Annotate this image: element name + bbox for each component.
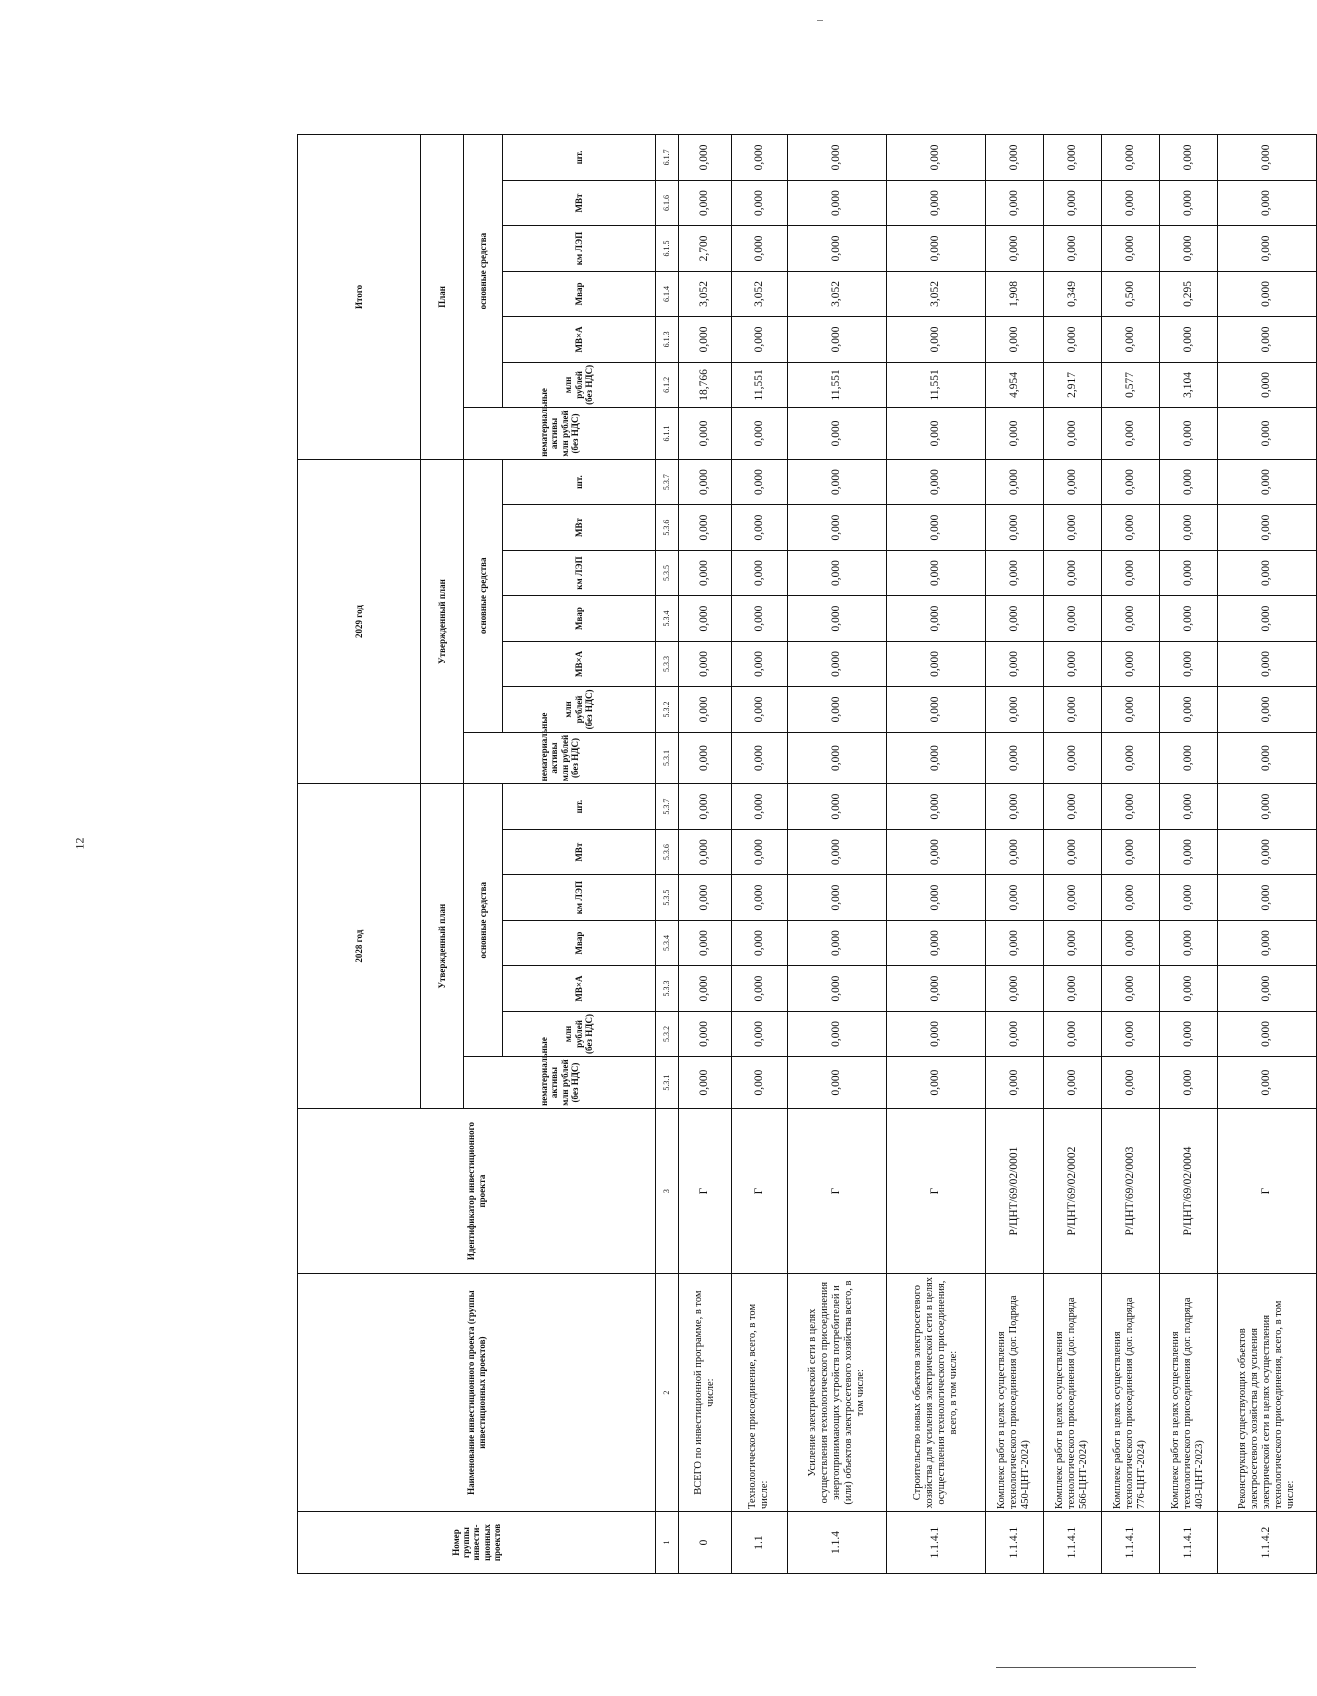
row-value-cell: 0,000 bbox=[886, 966, 985, 1011]
investment-program-table bbox=[297, 134, 1317, 1574]
header-project-name: Наименование инвестиционного проекта (группы инвестиционных проектов) bbox=[298, 1274, 656, 1512]
row-value-cell: 0,000 bbox=[1043, 317, 1101, 362]
row-project-name: Технологическое присоединение, всего, в том числе: bbox=[732, 1274, 788, 1512]
unit-pcs: шт. bbox=[503, 135, 656, 181]
row-value-cell: 0,000 bbox=[886, 784, 985, 830]
row-value-cell: 0,000 bbox=[886, 135, 985, 181]
row-value-cell: 0,000 bbox=[679, 459, 732, 505]
row-value-cell: 0,000 bbox=[679, 829, 732, 874]
row-value-cell: 3,104 bbox=[1159, 362, 1217, 407]
row-value-cell: 0,000 bbox=[1217, 596, 1316, 641]
row-value-cell: 0,000 bbox=[787, 135, 886, 181]
row-value-cell: 0,000 bbox=[732, 1057, 788, 1109]
row-value-cell: 0,000 bbox=[787, 920, 886, 965]
row-value-cell: 0,000 bbox=[679, 1011, 732, 1056]
unit-mw: МВт bbox=[503, 180, 656, 225]
row-value-cell: 0,000 bbox=[1217, 459, 1316, 505]
header-fixed-assets-2028: основные средства bbox=[464, 784, 503, 1057]
row-value-cell: 0,000 bbox=[886, 920, 985, 965]
row-value-cell: 0,000 bbox=[1159, 966, 1217, 1011]
row-value-cell: 0,000 bbox=[1101, 687, 1159, 732]
row-value-cell: 0,000 bbox=[1043, 784, 1101, 830]
row-value-cell: 0,000 bbox=[1043, 829, 1101, 874]
row-value-cell: 0,000 bbox=[1101, 459, 1159, 505]
row-value-cell: 0,000 bbox=[787, 408, 886, 460]
unit-mva: МВ×А bbox=[503, 966, 656, 1011]
row-value-cell: 0,000 bbox=[679, 875, 732, 920]
row-project-name: Комплекс работ в целях осуществления технологического присоединения (дог. подряда 566-ЦНТ-2024) bbox=[1043, 1274, 1101, 1512]
row-group-number: 1.1.4.2 bbox=[1217, 1511, 1316, 1573]
row-value-cell: 0,000 bbox=[787, 1057, 886, 1109]
row-value-cell: 0,000 bbox=[1043, 732, 1101, 784]
row-value-cell: 3,052 bbox=[886, 271, 985, 316]
row-project-name: Реконструкция существующих объектов электросетевого хозяйства для усиления электрической сети в целях осуществления технологического присоединения, всего, в том числе: bbox=[1217, 1274, 1316, 1512]
row-value-cell: 0,000 bbox=[732, 226, 788, 271]
row-value-cell: 0,000 bbox=[787, 226, 886, 271]
row-value-cell: 0,000 bbox=[985, 920, 1043, 965]
row-project-id: Г bbox=[679, 1108, 732, 1273]
unit-pcs: шт. bbox=[503, 459, 656, 505]
row-value-cell: 0,000 bbox=[787, 180, 886, 225]
row-value-cell: 0,000 bbox=[732, 784, 788, 830]
row-value-cell: 0,000 bbox=[1043, 459, 1101, 505]
row-value-cell: 0,000 bbox=[1043, 875, 1101, 920]
row-project-name: Комплекс работ в целях осуществления технологического присоединения (дог. Подряда 450-ЦНТ-2024) bbox=[985, 1274, 1043, 1512]
rotated-table-container bbox=[297, 134, 1317, 1574]
row-value-cell: 0,000 bbox=[886, 459, 985, 505]
row-value-cell: 0,000 bbox=[1159, 1011, 1217, 1056]
row-value-cell: 2,917 bbox=[1043, 362, 1101, 407]
row-group-number: 1.1.4.1 bbox=[985, 1511, 1043, 1573]
row-value-cell: 4,954 bbox=[985, 362, 1043, 407]
row-value-cell: 0,000 bbox=[1159, 784, 1217, 830]
row-value-cell: 0,000 bbox=[1101, 135, 1159, 181]
row-value-cell: 0,000 bbox=[985, 641, 1043, 686]
row-value-cell: 0,000 bbox=[1217, 966, 1316, 1011]
row-value-cell: 0,000 bbox=[1159, 135, 1217, 181]
row-value-cell: 0,000 bbox=[732, 875, 788, 920]
table-header bbox=[298, 135, 679, 1574]
row-value-cell: 0,000 bbox=[1217, 362, 1316, 407]
row-value-cell: 0,000 bbox=[1101, 784, 1159, 830]
row-value-cell: 0,000 bbox=[787, 875, 886, 920]
row-project-id: Г bbox=[1217, 1108, 1316, 1273]
header-approved-plan-2029: Утвержденный план bbox=[421, 459, 464, 784]
row-value-cell: 0,000 bbox=[886, 875, 985, 920]
row-group-number: 1.1 bbox=[732, 1511, 788, 1573]
row-value-cell: 0,000 bbox=[1159, 829, 1217, 874]
row-value-cell: 0,000 bbox=[679, 784, 732, 830]
row-value-cell: 0,000 bbox=[886, 550, 985, 595]
row-project-id: Г bbox=[886, 1108, 985, 1273]
row-value-cell: 0,000 bbox=[985, 596, 1043, 641]
row-group-number: 1.1.4.1 bbox=[886, 1511, 985, 1573]
row-value-cell: 0,000 bbox=[985, 550, 1043, 595]
row-value-cell: 0,000 bbox=[1217, 135, 1316, 181]
row-value-cell: 0,000 bbox=[679, 550, 732, 595]
row-value-cell: 11,551 bbox=[787, 362, 886, 407]
header-fixed-assets-2029: основные средства bbox=[464, 459, 503, 732]
row-value-cell: 0,000 bbox=[1217, 875, 1316, 920]
row-project-id: Р/ЦНТ/69/02/0001 bbox=[985, 1108, 1043, 1273]
row-value-cell: 0,000 bbox=[1101, 550, 1159, 595]
row-value-cell: 0,000 bbox=[1101, 1011, 1159, 1056]
row-value-cell: 0,000 bbox=[1217, 920, 1316, 965]
row-value-cell: 0,000 bbox=[1043, 1057, 1101, 1109]
row-value-cell: 0,000 bbox=[985, 875, 1043, 920]
row-value-cell: 0,000 bbox=[679, 641, 732, 686]
row-value-cell: 0,000 bbox=[985, 966, 1043, 1011]
row-value-cell: 0,000 bbox=[1101, 226, 1159, 271]
row-value-cell: 0,000 bbox=[985, 180, 1043, 225]
row-group-number: 1.1.4.1 bbox=[1159, 1511, 1217, 1573]
row-value-cell: 0,000 bbox=[1217, 505, 1316, 550]
row-value-cell: 0,000 bbox=[732, 732, 788, 784]
row-value-cell: 0,000 bbox=[886, 408, 985, 460]
row-value-cell: 0,000 bbox=[1101, 641, 1159, 686]
unit-rub: млн рублей (без НДС) bbox=[503, 1011, 656, 1056]
row-value-cell: 0,000 bbox=[886, 226, 985, 271]
row-value-cell: 0,000 bbox=[886, 317, 985, 362]
unit-mw: МВт bbox=[503, 829, 656, 874]
table-row bbox=[1159, 135, 1217, 1574]
row-value-cell: 0,000 bbox=[787, 596, 886, 641]
unit-rub: млн рублей (без НДС) bbox=[503, 687, 656, 732]
row-value-cell: 0,000 bbox=[1043, 226, 1101, 271]
row-value-cell: 0,000 bbox=[985, 408, 1043, 460]
table-row bbox=[732, 135, 788, 1574]
header-intangible-total: нематериальные активы млн рублей (без НДС) bbox=[464, 408, 656, 460]
row-value-cell: 0,000 bbox=[985, 459, 1043, 505]
row-value-cell: 0,000 bbox=[787, 459, 886, 505]
row-value-cell: 0,000 bbox=[1159, 180, 1217, 225]
row-value-cell: 0,000 bbox=[1101, 966, 1159, 1011]
row-value-cell: 0,000 bbox=[732, 966, 788, 1011]
row-value-cell: 0,000 bbox=[886, 1057, 985, 1109]
row-value-cell: 0,000 bbox=[1101, 1057, 1159, 1109]
table-row bbox=[1217, 135, 1316, 1574]
row-value-cell: 0,000 bbox=[1217, 1057, 1316, 1109]
unit-mva: МВ×А bbox=[503, 317, 656, 362]
row-value-cell: 0,349 bbox=[1043, 271, 1101, 316]
row-value-cell: 0,000 bbox=[1217, 226, 1316, 271]
row-value-cell: 0,000 bbox=[1217, 408, 1316, 460]
row-value-cell: 0,000 bbox=[1217, 641, 1316, 686]
row-value-cell: 0,000 bbox=[1101, 596, 1159, 641]
row-value-cell: 0,000 bbox=[985, 829, 1043, 874]
row-value-cell: 0,000 bbox=[1159, 317, 1217, 362]
row-value-cell: 0,000 bbox=[1217, 829, 1316, 874]
row-value-cell: 0,000 bbox=[732, 920, 788, 965]
row-value-cell: 0,000 bbox=[1159, 596, 1217, 641]
header-fixed-assets-total: основные средства bbox=[464, 135, 503, 408]
row-project-name: Строительство новых объектов электросетевого хозяйства для усиления электрической сети в целях осуществления технологического присоединения, всего, в том числе: bbox=[886, 1274, 985, 1512]
row-value-cell: 0,000 bbox=[886, 732, 985, 784]
unit-pcs: шт. bbox=[503, 784, 656, 830]
row-value-cell: 0,000 bbox=[732, 829, 788, 874]
row-value-cell: 0,000 bbox=[732, 1011, 788, 1056]
row-value-cell: 0,000 bbox=[985, 135, 1043, 181]
table-row bbox=[985, 135, 1043, 1574]
row-value-cell: 0,000 bbox=[1159, 875, 1217, 920]
footer-rule bbox=[996, 1667, 1196, 1668]
row-project-id: Р/ЦНТ/69/02/0004 bbox=[1159, 1108, 1217, 1273]
row-value-cell: 11,551 bbox=[886, 362, 985, 407]
header-project-id: Идентификатор инвестиционного проекта bbox=[298, 1108, 656, 1273]
row-group-number: 1.1.4 bbox=[787, 1511, 886, 1573]
row-value-cell: 0,000 bbox=[787, 641, 886, 686]
row-value-cell: 0,000 bbox=[732, 459, 788, 505]
row-value-cell: 0,000 bbox=[787, 966, 886, 1011]
row-value-cell: 0,295 bbox=[1159, 271, 1217, 316]
row-value-cell: 0,000 bbox=[787, 732, 886, 784]
table-row bbox=[679, 135, 732, 1574]
header-year-2029: 2029 год bbox=[298, 459, 421, 784]
unit-mw: МВт bbox=[503, 505, 656, 550]
row-group-number: 0 bbox=[679, 1511, 732, 1573]
row-value-cell: 0,000 bbox=[1159, 408, 1217, 460]
table-row bbox=[886, 135, 985, 1574]
row-value-cell: 0,000 bbox=[732, 641, 788, 686]
row-value-cell: 0,000 bbox=[985, 1011, 1043, 1056]
table-row bbox=[787, 135, 886, 1574]
row-value-cell: 3,052 bbox=[732, 271, 788, 316]
row-value-cell: 0,000 bbox=[679, 596, 732, 641]
row-value-cell: 0,000 bbox=[886, 641, 985, 686]
scan-mark bbox=[817, 20, 823, 21]
row-value-cell: 0,000 bbox=[1043, 505, 1101, 550]
row-value-cell: 0,000 bbox=[732, 550, 788, 595]
row-value-cell: 0,000 bbox=[1043, 135, 1101, 181]
row-value-cell: 0,000 bbox=[679, 1057, 732, 1109]
row-value-cell: 0,000 bbox=[1043, 1011, 1101, 1056]
row-value-cell: 0,000 bbox=[679, 732, 732, 784]
row-value-cell: 0,000 bbox=[1043, 687, 1101, 732]
header-year-2028: 2028 год bbox=[298, 784, 421, 1109]
row-value-cell: 0,000 bbox=[1217, 1011, 1316, 1056]
row-group-number: 1.1.4.1 bbox=[1043, 1511, 1101, 1573]
row-value-cell: 0,000 bbox=[985, 687, 1043, 732]
row-value-cell: 0,000 bbox=[1101, 505, 1159, 550]
column-number-row: 1 2 3 5.3.1 5.3.2 5.3.3 5.3.4 5.3.5 5.3.6 5.3.7 5.3.1 5.3.2 5.3.3 5.3.4 5.3.5 5.3.6 5.3.7 6.1.1 6.1.2 6.1.3 6.1.4 6.1.5 6.1.6 6.1.7 bbox=[656, 135, 679, 1574]
row-value-cell: 0,000 bbox=[787, 784, 886, 830]
row-value-cell: 0,000 bbox=[886, 505, 985, 550]
row-value-cell: 0,000 bbox=[679, 687, 732, 732]
table-row bbox=[1043, 135, 1101, 1574]
row-value-cell: 0,000 bbox=[1217, 784, 1316, 830]
unit-rub: млн рублей (без НДС) bbox=[503, 362, 656, 407]
row-value-cell: 0,000 bbox=[732, 505, 788, 550]
row-value-cell: 0,000 bbox=[679, 505, 732, 550]
row-value-cell: 0,000 bbox=[787, 1011, 886, 1056]
row-value-cell: 0,000 bbox=[1101, 408, 1159, 460]
row-project-id: Г bbox=[787, 1108, 886, 1273]
row-value-cell: 0,000 bbox=[985, 505, 1043, 550]
row-value-cell: 0,000 bbox=[985, 784, 1043, 830]
row-value-cell: 18,766 bbox=[679, 362, 732, 407]
row-value-cell: 3,052 bbox=[787, 271, 886, 316]
row-value-cell: 0,000 bbox=[1101, 732, 1159, 784]
row-value-cell: 0,000 bbox=[732, 135, 788, 181]
table-body bbox=[679, 135, 1317, 1574]
row-value-cell: 0,000 bbox=[787, 687, 886, 732]
row-value-cell: 0,000 bbox=[1043, 966, 1101, 1011]
row-value-cell: 0,000 bbox=[1043, 920, 1101, 965]
row-value-cell: 0,577 bbox=[1101, 362, 1159, 407]
row-value-cell: 0,000 bbox=[1101, 875, 1159, 920]
row-value-cell: 0,000 bbox=[886, 1011, 985, 1056]
row-value-cell: 0,000 bbox=[886, 687, 985, 732]
unit-mvar: Мвар bbox=[503, 920, 656, 965]
row-value-cell: 0,000 bbox=[787, 550, 886, 595]
row-value-cell: 0,000 bbox=[1217, 180, 1316, 225]
row-value-cell: 0,000 bbox=[679, 135, 732, 181]
unit-km: км ЛЭП bbox=[503, 226, 656, 271]
row-value-cell: 0,000 bbox=[679, 920, 732, 965]
row-group-number: 1.1.4.1 bbox=[1101, 1511, 1159, 1573]
row-value-cell: 0,000 bbox=[1101, 829, 1159, 874]
row-value-cell: 0,000 bbox=[985, 732, 1043, 784]
row-value-cell: 0,000 bbox=[787, 829, 886, 874]
row-value-cell: 0,000 bbox=[985, 317, 1043, 362]
row-value-cell: 0,000 bbox=[1043, 596, 1101, 641]
row-value-cell: 0,000 bbox=[1159, 1057, 1217, 1109]
row-value-cell: 0,000 bbox=[886, 180, 985, 225]
row-value-cell: 1,908 bbox=[985, 271, 1043, 316]
row-value-cell: 0,000 bbox=[679, 966, 732, 1011]
row-value-cell: 0,000 bbox=[1217, 271, 1316, 316]
row-value-cell: 0,000 bbox=[732, 317, 788, 362]
row-value-cell: 0,000 bbox=[1159, 920, 1217, 965]
row-value-cell: 0,000 bbox=[1043, 408, 1101, 460]
row-value-cell: 0,000 bbox=[1159, 459, 1217, 505]
row-project-name: ВСЕГО по инвестиционной программе, в том числе: bbox=[679, 1274, 732, 1512]
row-project-id: Р/ЦНТ/69/02/0003 bbox=[1101, 1108, 1159, 1273]
header-group-number: Номер группы инвести-ционных проектов bbox=[298, 1511, 656, 1573]
row-value-cell: 0,000 bbox=[1101, 317, 1159, 362]
unit-mva: МВ×А bbox=[503, 641, 656, 686]
row-value-cell: 0,000 bbox=[1217, 687, 1316, 732]
row-value-cell: 0,000 bbox=[1159, 226, 1217, 271]
row-value-cell: 0,000 bbox=[679, 180, 732, 225]
row-value-cell: 0,000 bbox=[1159, 687, 1217, 732]
row-value-cell: 0,000 bbox=[679, 408, 732, 460]
unit-mvar: Мвар bbox=[503, 596, 656, 641]
header-intangible-2029: нематериальные активы млн рублей (без НДС) bbox=[464, 732, 656, 784]
unit-km: км ЛЭП bbox=[503, 875, 656, 920]
row-value-cell: 0,000 bbox=[787, 317, 886, 362]
row-value-cell: 0,000 bbox=[679, 317, 732, 362]
row-value-cell: 0,000 bbox=[1159, 505, 1217, 550]
row-value-cell: 0,000 bbox=[1217, 550, 1316, 595]
row-value-cell: 0,000 bbox=[985, 226, 1043, 271]
row-value-cell: 0,000 bbox=[1043, 550, 1101, 595]
row-value-cell: 3,052 bbox=[679, 271, 732, 316]
row-project-name: Комплекс работ в целях осуществления технологического присоединения (дог. подряда 776-ЦНТ-2024) bbox=[1101, 1274, 1159, 1512]
header-plan-total: План bbox=[421, 135, 464, 460]
row-value-cell: 0,000 bbox=[1043, 641, 1101, 686]
row-value-cell: 0,000 bbox=[732, 596, 788, 641]
row-value-cell: 11,551 bbox=[732, 362, 788, 407]
row-value-cell: 0,000 bbox=[1159, 732, 1217, 784]
row-value-cell: 0,000 bbox=[886, 829, 985, 874]
row-project-name: Комплекс работ в целях осуществления технологического присоединения (дог. подряда 403-ЦНТ-2023) bbox=[1159, 1274, 1217, 1512]
header-approved-plan-2028: Утвержденный план bbox=[421, 784, 464, 1109]
row-value-cell: 0,000 bbox=[1159, 641, 1217, 686]
row-value-cell: 0,000 bbox=[1101, 920, 1159, 965]
row-project-id: Г bbox=[732, 1108, 788, 1273]
table-row bbox=[1101, 135, 1159, 1574]
row-value-cell: 0,000 bbox=[1217, 317, 1316, 362]
row-value-cell: 0,000 bbox=[732, 408, 788, 460]
unit-mvar: Мвар bbox=[503, 271, 656, 316]
row-value-cell: 0,000 bbox=[886, 596, 985, 641]
header-intangible-2028: нематериальные активы млн рублей (без НДС) bbox=[464, 1057, 656, 1109]
row-value-cell: 0,000 bbox=[787, 505, 886, 550]
row-value-cell: 0,000 bbox=[1217, 732, 1316, 784]
row-value-cell: 0,000 bbox=[732, 180, 788, 225]
row-value-cell: 0,000 bbox=[1101, 180, 1159, 225]
row-project-id: Р/ЦНТ/69/02/0002 bbox=[1043, 1108, 1101, 1273]
header-total: Итого bbox=[298, 135, 421, 460]
row-value-cell: 0,000 bbox=[985, 1057, 1043, 1109]
row-value-cell: 2,700 bbox=[679, 226, 732, 271]
unit-km: км ЛЭП bbox=[503, 550, 656, 595]
page-number: 12 bbox=[72, 837, 87, 850]
row-value-cell: 0,000 bbox=[1043, 180, 1101, 225]
row-project-name: Усиление электрической сети в целях осуществления технологического присоединения энергопринимающих устройств потребителей и (или) объектов электросетевого хозяйства всего, в том числе: bbox=[787, 1274, 886, 1512]
row-value-cell: 0,000 bbox=[732, 687, 788, 732]
row-value-cell: 0,000 bbox=[1159, 550, 1217, 595]
row-value-cell: 0,500 bbox=[1101, 271, 1159, 316]
